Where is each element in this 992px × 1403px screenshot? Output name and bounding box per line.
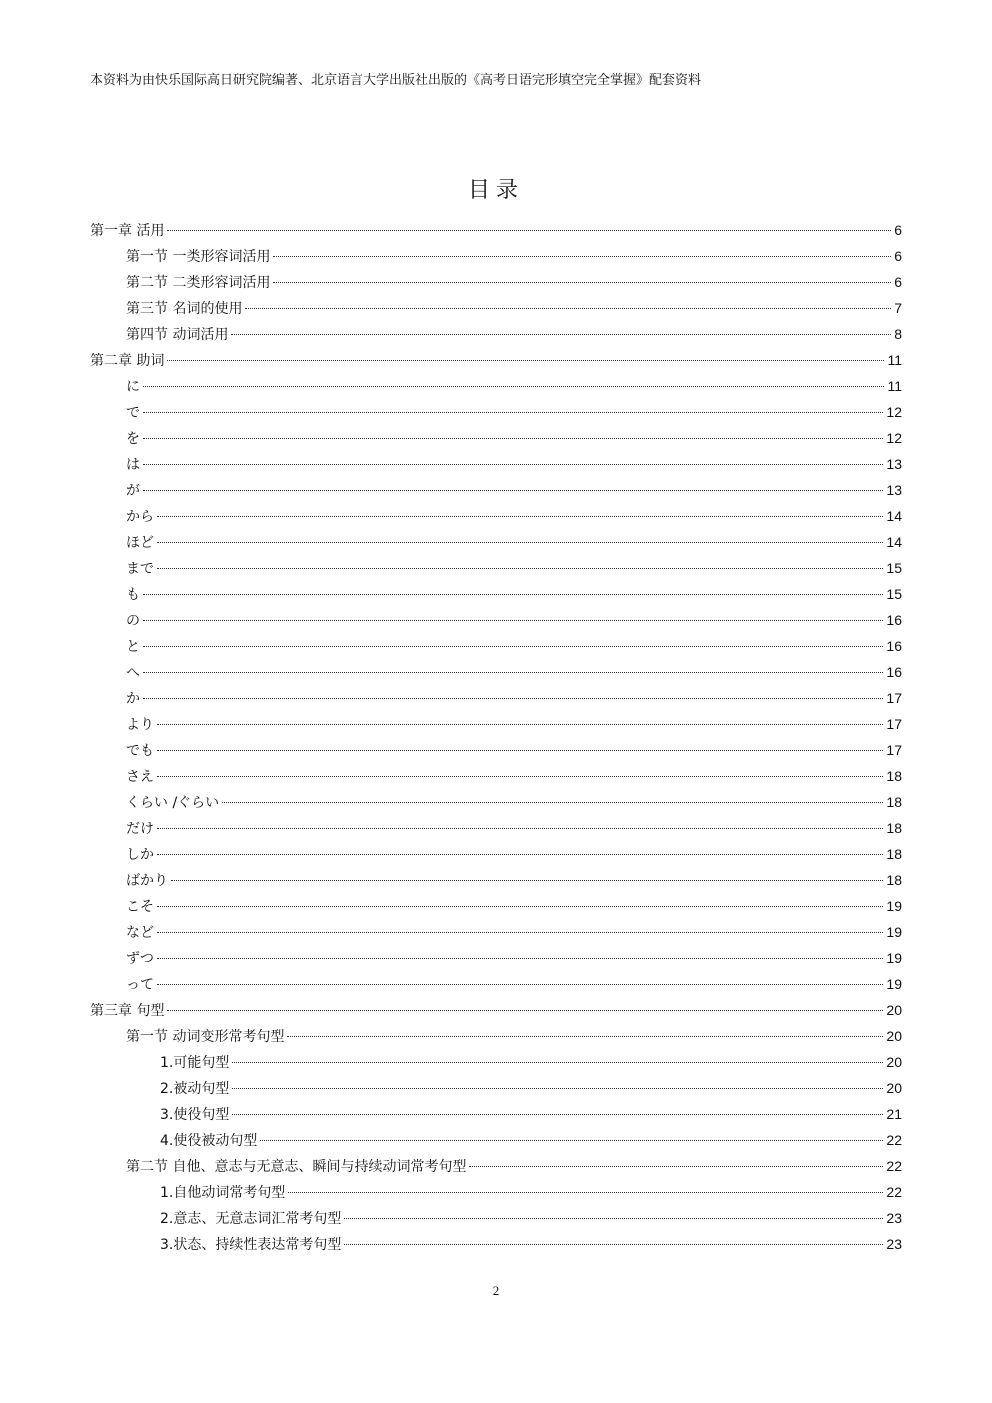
toc-entry-page: 13	[886, 456, 902, 472]
toc-entry-page: 20	[886, 1054, 902, 1070]
toc-entry-page: 20	[886, 1002, 902, 1018]
toc-entry-page: 18	[886, 794, 902, 810]
toc-entry-page: 19	[886, 976, 902, 992]
toc-entry-title: 第一节 一类形容词活用	[126, 249, 271, 265]
toc-leader-dots	[260, 1140, 883, 1141]
toc-entry[interactable]	[90, 269, 902, 295]
toc-entry-page: 16	[886, 664, 902, 680]
toc-entry[interactable]	[90, 1101, 902, 1127]
toc-leader-dots	[157, 568, 883, 569]
toc-leader-dots	[171, 880, 883, 881]
toc-entry-title: 第三节 名词的使用	[126, 301, 243, 317]
toc-entry[interactable]	[90, 295, 902, 321]
toc-entry-title: は	[126, 457, 140, 473]
toc-entry-page: 14	[886, 534, 902, 550]
toc-entry-title: ずつ	[126, 951, 154, 967]
toc-entry-page: 23	[886, 1236, 902, 1252]
toc-leader-dots	[232, 1114, 883, 1115]
toc-entry[interactable]	[90, 347, 902, 373]
toc-entry-title: 第二节 二类形容词活用	[126, 275, 271, 291]
toc-entry[interactable]	[90, 1153, 902, 1179]
toc-leader-dots	[344, 1244, 883, 1245]
toc-entry-page: 18	[886, 846, 902, 862]
toc-entry-title: の	[126, 613, 140, 629]
toc-entry-title: くらい /ぐらい	[126, 795, 220, 811]
toc-entry-title: を	[126, 431, 140, 447]
toc-entry-title: 第四节 动词活用	[126, 327, 229, 343]
toc-entry[interactable]	[90, 841, 902, 867]
toc-entry-page: 17	[886, 716, 902, 732]
toc-entry-page: 6	[894, 248, 902, 264]
toc-entry[interactable]	[90, 815, 902, 841]
toc-leader-dots	[157, 828, 883, 829]
toc-entry[interactable]	[90, 373, 902, 399]
toc-leader-dots	[157, 958, 883, 959]
toc-entry[interactable]	[90, 217, 902, 243]
toc-entry-title: って	[126, 977, 154, 993]
toc-entry-page: 7	[894, 300, 902, 316]
toc-leader-dots	[143, 646, 883, 647]
toc-entry-page: 20	[886, 1080, 902, 1096]
toc-entry-title: など	[126, 925, 154, 941]
toc-entry-page: 19	[886, 924, 902, 940]
toc-entry[interactable]	[90, 425, 902, 451]
toc-entry-page: 15	[886, 560, 902, 576]
toc-title: 目录	[467, 178, 524, 203]
toc-leader-dots	[245, 308, 891, 309]
toc-entry-title: こそ	[126, 899, 154, 915]
toc-entry[interactable]	[90, 1231, 902, 1257]
toc-entry-page: 18	[886, 872, 902, 888]
toc-entry[interactable]	[90, 971, 902, 997]
toc-leader-dots	[222, 802, 883, 803]
page-header: 本资料为由快乐国际高日研究院编著、北京语言大学出版社出版的《高考日语完形填空完全掌握》配套资料	[90, 73, 702, 88]
toc-entry[interactable]	[90, 711, 902, 737]
toc-entry-page: 19	[886, 950, 902, 966]
toc-leader-dots	[157, 854, 883, 855]
toc-leader-dots	[469, 1166, 883, 1167]
toc-entry-page: 15	[886, 586, 902, 602]
toc-leader-dots	[157, 542, 883, 543]
toc-leader-dots	[143, 672, 883, 673]
toc-entry-title: 4.使役被动句型	[160, 1133, 258, 1149]
toc-leader-dots	[231, 334, 891, 335]
toc-entry[interactable]	[90, 737, 902, 763]
page-number: 2	[492, 1283, 500, 1298]
toc-entry-title: が	[126, 483, 140, 499]
toc-entry-title: 1.自他动词常考句型	[160, 1185, 286, 1201]
toc-leader-dots	[157, 750, 883, 751]
toc-entry-page: 8	[894, 326, 902, 342]
toc-entry-title: 3.状态、持续性表达常考句型	[160, 1237, 342, 1253]
toc-entry[interactable]	[90, 789, 902, 815]
toc-entry[interactable]	[90, 919, 902, 945]
toc-entry-page: 23	[886, 1210, 902, 1226]
toc-leader-dots	[344, 1218, 883, 1219]
toc-entry-title: 3.使役句型	[160, 1107, 230, 1123]
toc-entry-title: 第一节 动词变形常考句型	[126, 1029, 285, 1045]
toc-leader-dots	[143, 620, 883, 621]
toc-entry-title: に	[126, 379, 140, 395]
toc-entry[interactable]	[90, 555, 902, 581]
toc-leader-dots	[157, 516, 883, 517]
toc-entry[interactable]	[90, 477, 902, 503]
toc-leader-dots	[157, 932, 883, 933]
toc-entry-page: 14	[886, 508, 902, 524]
toc-entry-page: 22	[886, 1132, 902, 1148]
toc-entry-page: 12	[886, 430, 902, 446]
toc-entry[interactable]	[90, 399, 902, 425]
toc-entry-title: から	[126, 509, 154, 525]
toc-entry[interactable]	[90, 893, 902, 919]
toc-entry[interactable]	[90, 685, 902, 711]
toc-leader-dots	[143, 490, 883, 491]
toc-leader-dots	[143, 386, 884, 387]
toc-leader-dots	[232, 1062, 883, 1063]
toc-entry[interactable]	[90, 997, 902, 1023]
toc-entry[interactable]	[90, 1023, 902, 1049]
toc-entry-title: 第一章 活用	[90, 223, 165, 239]
toc-entry[interactable]	[90, 451, 902, 477]
toc-entry[interactable]	[90, 633, 902, 659]
toc-entry-page: 16	[886, 612, 902, 628]
toc-entry-title: さえ	[126, 769, 154, 785]
toc-entry[interactable]	[90, 763, 902, 789]
toc-leader-dots	[232, 1088, 883, 1089]
toc-leader-dots	[157, 724, 883, 725]
toc-entry[interactable]	[90, 945, 902, 971]
toc-entry-page: 20	[886, 1028, 902, 1044]
toc-entry-page: 12	[886, 404, 902, 420]
toc-entry-page: 13	[886, 482, 902, 498]
toc-entry-title: ほど	[126, 535, 154, 551]
toc-entry-page: 18	[886, 820, 902, 836]
toc-entry[interactable]	[90, 1205, 902, 1231]
toc-leader-dots	[157, 776, 883, 777]
toc-entry-page: 6	[894, 274, 902, 290]
toc-entry[interactable]	[90, 1127, 902, 1153]
toc-leader-dots	[143, 464, 883, 465]
toc-entry[interactable]	[90, 1075, 902, 1101]
toc-leader-dots	[157, 984, 883, 985]
toc-entry-title: 2.被动句型	[160, 1081, 230, 1097]
toc-entry[interactable]	[90, 321, 902, 347]
toc-leader-dots	[167, 360, 884, 361]
toc-leader-dots	[273, 282, 891, 283]
toc-leader-dots	[143, 438, 883, 439]
toc-entry-title: で	[126, 405, 140, 421]
toc-entry-title: へ	[126, 665, 140, 681]
toc-entry-page: 17	[886, 690, 902, 706]
toc-entry-title: と	[126, 639, 140, 655]
toc-entry-page: 16	[886, 638, 902, 654]
toc-entry-title: しか	[126, 847, 154, 863]
toc-entry-title: 2.意志、无意志词汇常考句型	[160, 1211, 342, 1227]
toc-leader-dots	[143, 412, 883, 413]
toc-entry-title: 第三章 句型	[90, 1003, 165, 1019]
toc-entry-page: 19	[886, 898, 902, 914]
toc-leader-dots	[288, 1192, 883, 1193]
toc-entry[interactable]	[90, 867, 902, 893]
toc-entry-title: 第二章 助词	[90, 353, 165, 369]
toc-leader-dots	[273, 256, 891, 257]
toc-leader-dots	[167, 230, 891, 231]
toc-entry[interactable]	[90, 581, 902, 607]
toc-entry-page: 17	[886, 742, 902, 758]
toc-entry-page: 22	[886, 1158, 902, 1174]
toc-entry-page: 6	[894, 222, 902, 238]
toc-leader-dots	[143, 594, 883, 595]
toc-entry-title: 1.可能句型	[160, 1055, 230, 1071]
toc-leader-dots	[143, 698, 883, 699]
toc-entry-title: か	[126, 691, 140, 707]
toc-entry[interactable]	[90, 243, 902, 269]
toc-entry[interactable]	[90, 529, 902, 555]
toc-entry-page: 18	[886, 768, 902, 784]
toc-entry-title: まで	[126, 561, 154, 577]
toc-entry[interactable]	[90, 1179, 902, 1205]
toc-leader-dots	[287, 1036, 883, 1037]
toc-entry-title: ばかり	[126, 873, 168, 889]
toc-entry[interactable]	[90, 1049, 902, 1075]
toc-entry-page: 22	[886, 1184, 902, 1200]
toc-entry-title: でも	[126, 743, 154, 759]
toc-entry-title: だけ	[126, 821, 154, 837]
toc-leader-dots	[157, 906, 883, 907]
toc-entry-page: 11	[887, 378, 902, 394]
toc-entry-page: 11	[887, 352, 902, 368]
toc-entry-page: 21	[886, 1106, 902, 1122]
table-of-contents	[90, 217, 902, 1257]
toc-entry-title: より	[126, 717, 154, 733]
toc-entry-title: も	[126, 587, 140, 603]
toc-entry[interactable]	[90, 503, 902, 529]
toc-entry[interactable]	[90, 659, 902, 685]
toc-entry[interactable]	[90, 607, 902, 633]
toc-entry-title: 第二节 自他、意志与无意志、瞬间与持续动词常考句型	[126, 1159, 467, 1175]
toc-leader-dots	[167, 1010, 883, 1011]
